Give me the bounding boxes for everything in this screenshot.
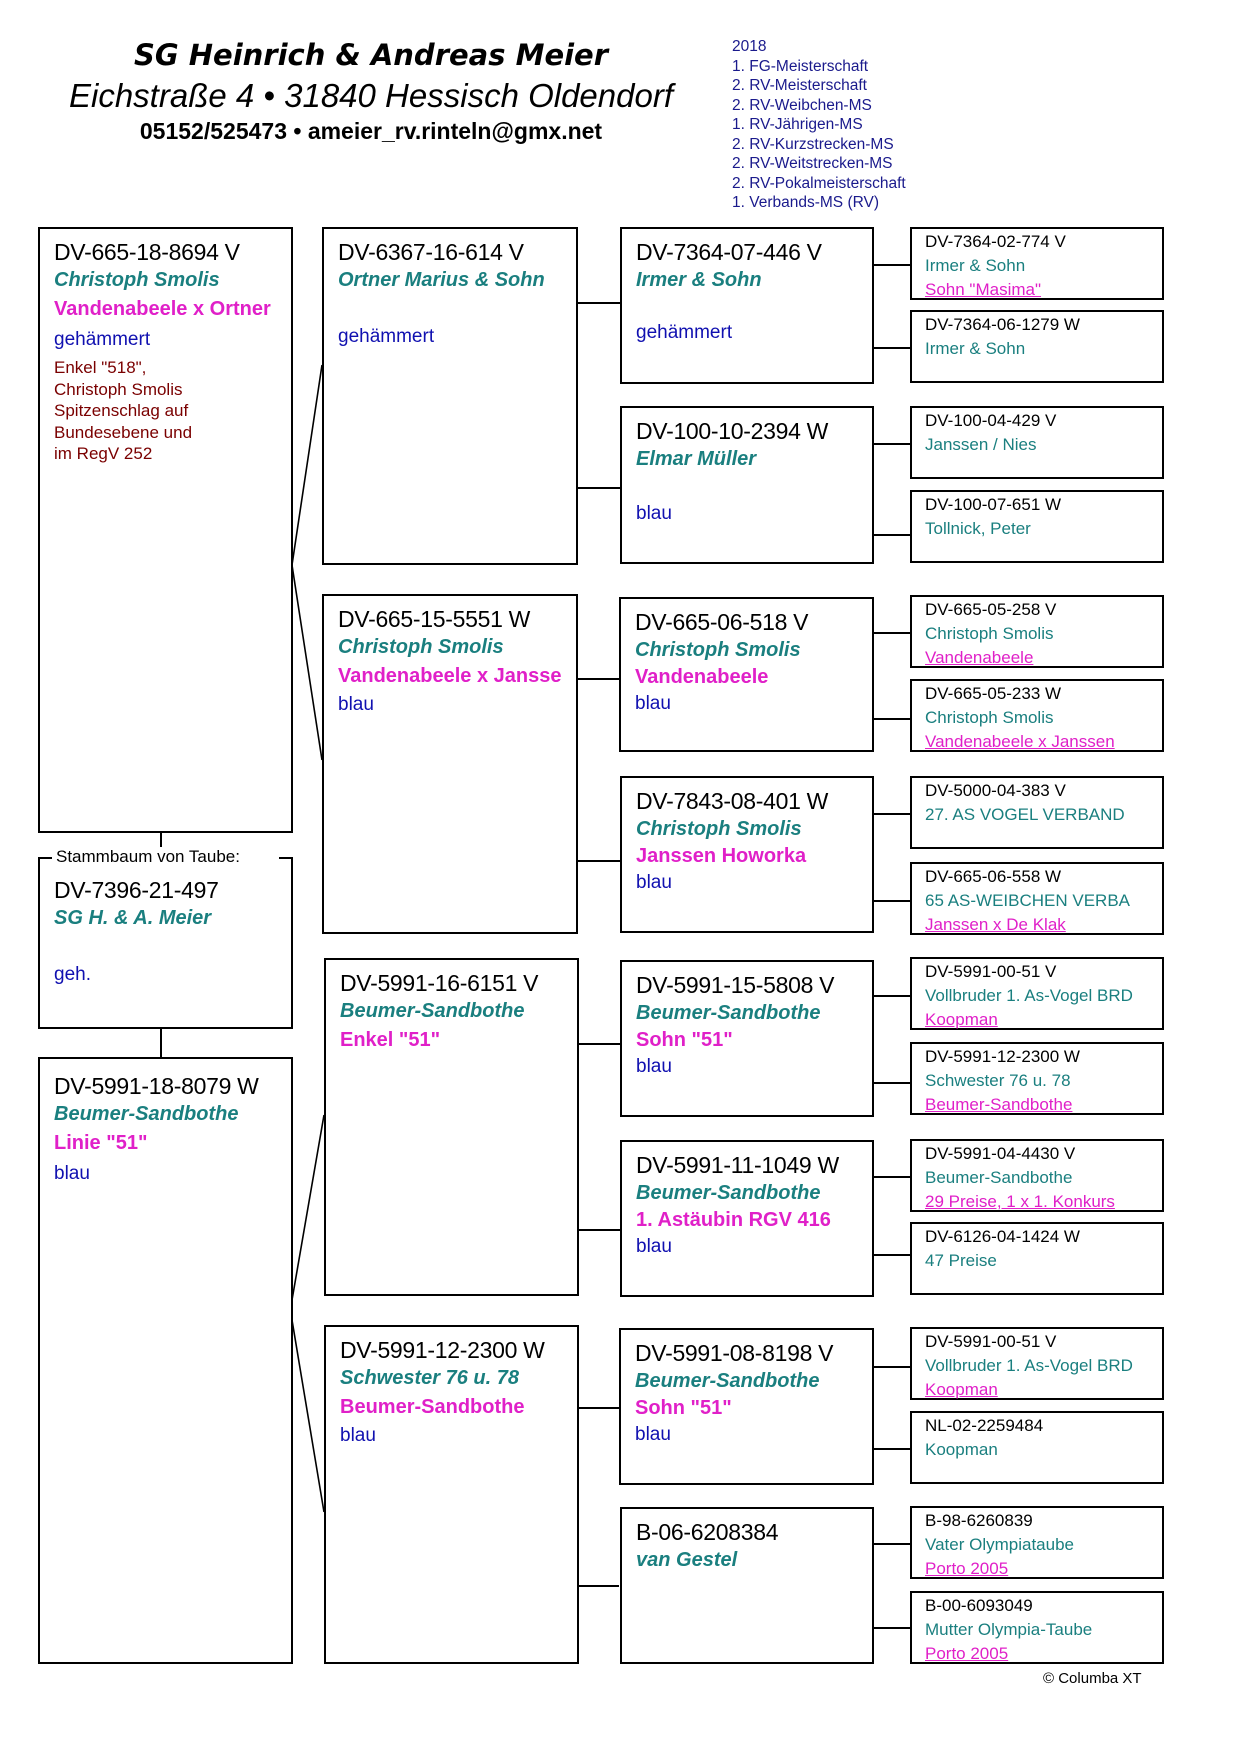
gen4-strain: Koopman <box>925 1010 998 1029</box>
gen4-ring: DV-665-05-233 W <box>925 684 1062 703</box>
gen4-card[interactable] <box>910 1139 1164 1212</box>
gen3-strain: Vandenabeele <box>635 666 769 688</box>
sire-strain: Vandenabeele x Ortner <box>54 298 271 320</box>
gen4-ring: NL-02-2259484 <box>925 1416 1044 1435</box>
title-item: 2. RV-Weitstrecken-MS <box>732 155 893 172</box>
gen4-owner: Vollbruder 1. As-Vogel BRD <box>925 986 1133 1005</box>
gen4-ring: B-98-6260839 <box>925 1511 1033 1530</box>
gen4-owner: Vollbruder 1. As-Vogel BRD <box>925 1356 1133 1375</box>
gen3-card[interactable] <box>620 776 874 933</box>
gen4-ring: DV-5991-00-51 V <box>925 1332 1057 1351</box>
gen2-ring: DV-5991-12-2300 W <box>340 1337 545 1363</box>
gen3-card[interactable] <box>619 597 874 752</box>
title-item: 1. Verbands-MS (RV) <box>732 194 880 211</box>
gen4-owner: Beumer-Sandbothe <box>925 1168 1073 1187</box>
gen4-card[interactable] <box>910 679 1164 752</box>
gen2-strain: Enkel "51" <box>340 1029 441 1051</box>
subject-owner: SG H. & A. Meier <box>54 907 212 929</box>
gen3-card[interactable] <box>620 960 874 1117</box>
note-line: Spitzenschlag auf <box>54 401 189 420</box>
gen2-color: gehämmert <box>338 326 435 347</box>
gen3-owner: Christoph Smolis <box>636 818 802 840</box>
gen2-strain: Vandenabeele x Jansse <box>338 665 562 687</box>
gen4-card[interactable] <box>910 1222 1164 1295</box>
gen3-card[interactable] <box>620 406 874 564</box>
gen3-ring: DV-5991-08-8198 V <box>635 1340 834 1366</box>
gen4-ring: DV-7364-02-774 V <box>925 232 1066 251</box>
gen3-card[interactable] <box>619 1328 874 1485</box>
gen4-ring: DV-5000-04-383 V <box>925 781 1066 800</box>
gen4-card[interactable] <box>910 776 1164 849</box>
gen4-owner: Irmer & Sohn <box>925 339 1026 358</box>
note-line: im RegV 252 <box>54 444 153 463</box>
titles-year: 2018 <box>732 38 767 55</box>
gen3-owner: Elmar Müller <box>636 448 757 470</box>
gen4-strain: Koopman <box>925 1380 998 1399</box>
breeder-address: Eichstraße 4 • 31840 Hessisch Oldendorf <box>68 77 674 114</box>
gen4-ring: DV-100-04-429 V <box>925 411 1057 430</box>
gen2-card[interactable] <box>322 594 578 934</box>
gen4-strain: Porto 2005 <box>925 1559 1009 1578</box>
gen4-card[interactable] <box>910 595 1164 668</box>
title-item: 2. RV-Pokalmeisterschaft <box>732 174 906 192</box>
gen3-card[interactable] <box>620 227 874 384</box>
title-item: 2. RV-Weibchen-MS <box>732 96 872 114</box>
gen2-color: blau <box>338 694 374 715</box>
gen3-strain: Sohn "51" <box>635 1397 732 1419</box>
gen3-color: blau <box>636 1236 672 1257</box>
gen3-owner: Christoph Smolis <box>635 639 801 661</box>
gen4-card[interactable] <box>910 1591 1164 1664</box>
gen4-owner: Christoph Smolis <box>925 624 1054 643</box>
dam-owner: Beumer-Sandbothe <box>54 1103 239 1125</box>
gen3-color: blau <box>635 693 671 714</box>
gen4-ring: DV-100-07-651 W <box>925 495 1062 514</box>
gen4-ring: DV-665-06-558 W <box>925 867 1062 886</box>
gen3-ring: DV-7364-07-446 V <box>636 239 822 265</box>
gen3-owner: Beumer-Sandbothe <box>635 1370 820 1392</box>
note-line: Enkel "518", <box>54 358 147 377</box>
gen2-ring: DV-5991-16-6151 V <box>340 970 539 996</box>
gen4-card[interactable] <box>910 310 1164 383</box>
gen4-card[interactable] <box>910 1327 1164 1400</box>
gen3-color: gehämmert <box>636 322 733 343</box>
gen4-card[interactable] <box>910 406 1164 479</box>
gen4-owner: Janssen / Nies <box>925 435 1037 454</box>
gen4-owner: Koopman <box>925 1440 998 1459</box>
gen4-ring: DV-665-05-258 V <box>925 600 1057 619</box>
gen4-owner: Christoph Smolis <box>925 708 1054 727</box>
gen3-ring: DV-5991-15-5808 V <box>636 972 835 998</box>
title-item: 2. RV-Meisterschaft <box>732 77 867 94</box>
gen4-ring: DV-6126-04-1424 W <box>925 1227 1080 1246</box>
gen4-strain: Porto 2005 <box>925 1644 1009 1663</box>
copyright: © Columba XT <box>1043 1670 1142 1687</box>
gen2-ring: DV-665-15-5551 W <box>338 606 531 632</box>
note-line: Christoph Smolis <box>54 379 183 399</box>
dam-color: blau <box>54 1163 90 1184</box>
gen4-owner: Irmer & Sohn <box>925 256 1026 275</box>
gen4-strain: Beumer-Sandbothe <box>925 1095 1073 1114</box>
gen3-color: blau <box>635 1424 671 1445</box>
gen4-owner: Mutter Olympia-Taube <box>925 1620 1093 1639</box>
gen3-owner: van Gestel <box>636 1549 738 1571</box>
dam-ring: DV-5991-18-8079 W <box>54 1073 259 1099</box>
gen4-card[interactable] <box>910 957 1164 1030</box>
gen3-ring: DV-100-10-2394 W <box>636 418 829 444</box>
gen4-card[interactable] <box>910 1042 1164 1115</box>
gen3-strain: 1. Astäubin RGV 416 <box>636 1209 831 1231</box>
gen4-strain: 29 Preise, 1 x 1. Konkurs <box>925 1192 1115 1211</box>
gen2-card[interactable] <box>322 227 578 565</box>
sire-color: gehämmert <box>54 329 151 350</box>
gen4-ring: B-00-6093049 <box>925 1596 1033 1615</box>
gen3-ring: B-06-6208384 <box>636 1519 779 1545</box>
gen3-owner: Beumer-Sandbothe <box>636 1182 821 1204</box>
gen4-owner: 65 AS-WEIBCHEN VERBA <box>925 891 1131 910</box>
gen4-ring: DV-5991-12-2300 W <box>925 1047 1080 1066</box>
gen4-owner: Tollnick, Peter <box>925 519 1031 538</box>
gen3-owner: Beumer-Sandbothe <box>636 1002 821 1024</box>
sire-ring: DV-665-18-8694 V <box>54 239 240 265</box>
sire-owner: Christoph Smolis <box>54 269 220 291</box>
gen4-strain: Janssen x De Klak <box>925 915 1066 934</box>
breeder-contact: 05152/525473 • ameier_rv.rinteln@gmx.net <box>139 118 603 144</box>
gen4-strain: Vandenabeele <box>925 648 1034 667</box>
gen3-owner: Irmer & Sohn <box>636 269 762 291</box>
title-item: 2. RV-Kurzstrecken-MS <box>732 135 894 153</box>
gen4-owner: 27. AS VOGEL VERBAND <box>925 805 1125 824</box>
gen3-ring: DV-665-06-518 V <box>635 609 809 635</box>
gen2-owner: Ortner Marius & Sohn <box>338 269 545 291</box>
gen3-card[interactable] <box>620 1140 874 1297</box>
gen2-card[interactable] <box>324 958 579 1296</box>
gen2-owner: Christoph Smolis <box>338 636 504 658</box>
gen2-owner: Beumer-Sandbothe <box>340 1000 525 1022</box>
gen4-ring: DV-5991-04-4430 V <box>925 1144 1076 1163</box>
subject-legend: Stammbaum von Taube: <box>53 847 243 867</box>
gen3-ring: DV-7843-08-401 W <box>636 788 829 814</box>
gen4-owner: 47 Preise <box>925 1251 997 1270</box>
gen4-card[interactable] <box>910 1506 1164 1579</box>
title-item: 1. FG-Meisterschaft <box>732 57 869 75</box>
gen3-ring: DV-5991-11-1049 W <box>636 1152 839 1178</box>
gen3-color: blau <box>636 1056 672 1077</box>
dam-strain: Linie "51" <box>54 1132 148 1154</box>
gen4-owner: Schwester 76 u. 78 <box>925 1071 1071 1090</box>
gen4-card[interactable] <box>910 490 1164 563</box>
gen2-owner: Schwester 76 u. 78 <box>340 1367 519 1389</box>
subject-ring: DV-7396-21-497 <box>54 877 219 903</box>
gen2-color: blau <box>340 1425 376 1446</box>
gen4-ring: DV-7364-06-1279 W <box>925 315 1080 334</box>
gen3-color: blau <box>636 872 672 893</box>
gen4-card[interactable] <box>910 227 1164 300</box>
gen4-card[interactable] <box>910 862 1164 935</box>
gen3-card[interactable] <box>620 1507 874 1664</box>
title-item: 1. RV-Jährigen-MS <box>732 116 863 133</box>
gen4-owner: Vater Olympiataube <box>925 1535 1074 1554</box>
gen4-ring: DV-5991-00-51 V <box>925 962 1057 981</box>
gen3-strain: Janssen Howorka <box>636 845 807 867</box>
gen4-card[interactable] <box>910 1411 1164 1484</box>
gen4-strain: Vandenabeele x Janssen <box>925 732 1115 751</box>
gen4-strain: Sohn "Masima" <box>925 280 1042 299</box>
gen2-ring: DV-6367-16-614 V <box>338 239 524 265</box>
gen2-strain: Beumer-Sandbothe <box>340 1396 525 1418</box>
gen3-strain: Sohn "51" <box>636 1029 733 1051</box>
breeder-name: SG Heinrich & Andreas Meier <box>133 38 609 72</box>
note-line: Bundesebene und <box>54 422 193 442</box>
subject-color: geh. <box>54 964 91 985</box>
gen2-card[interactable] <box>324 1325 579 1664</box>
gen3-color: blau <box>636 503 672 524</box>
